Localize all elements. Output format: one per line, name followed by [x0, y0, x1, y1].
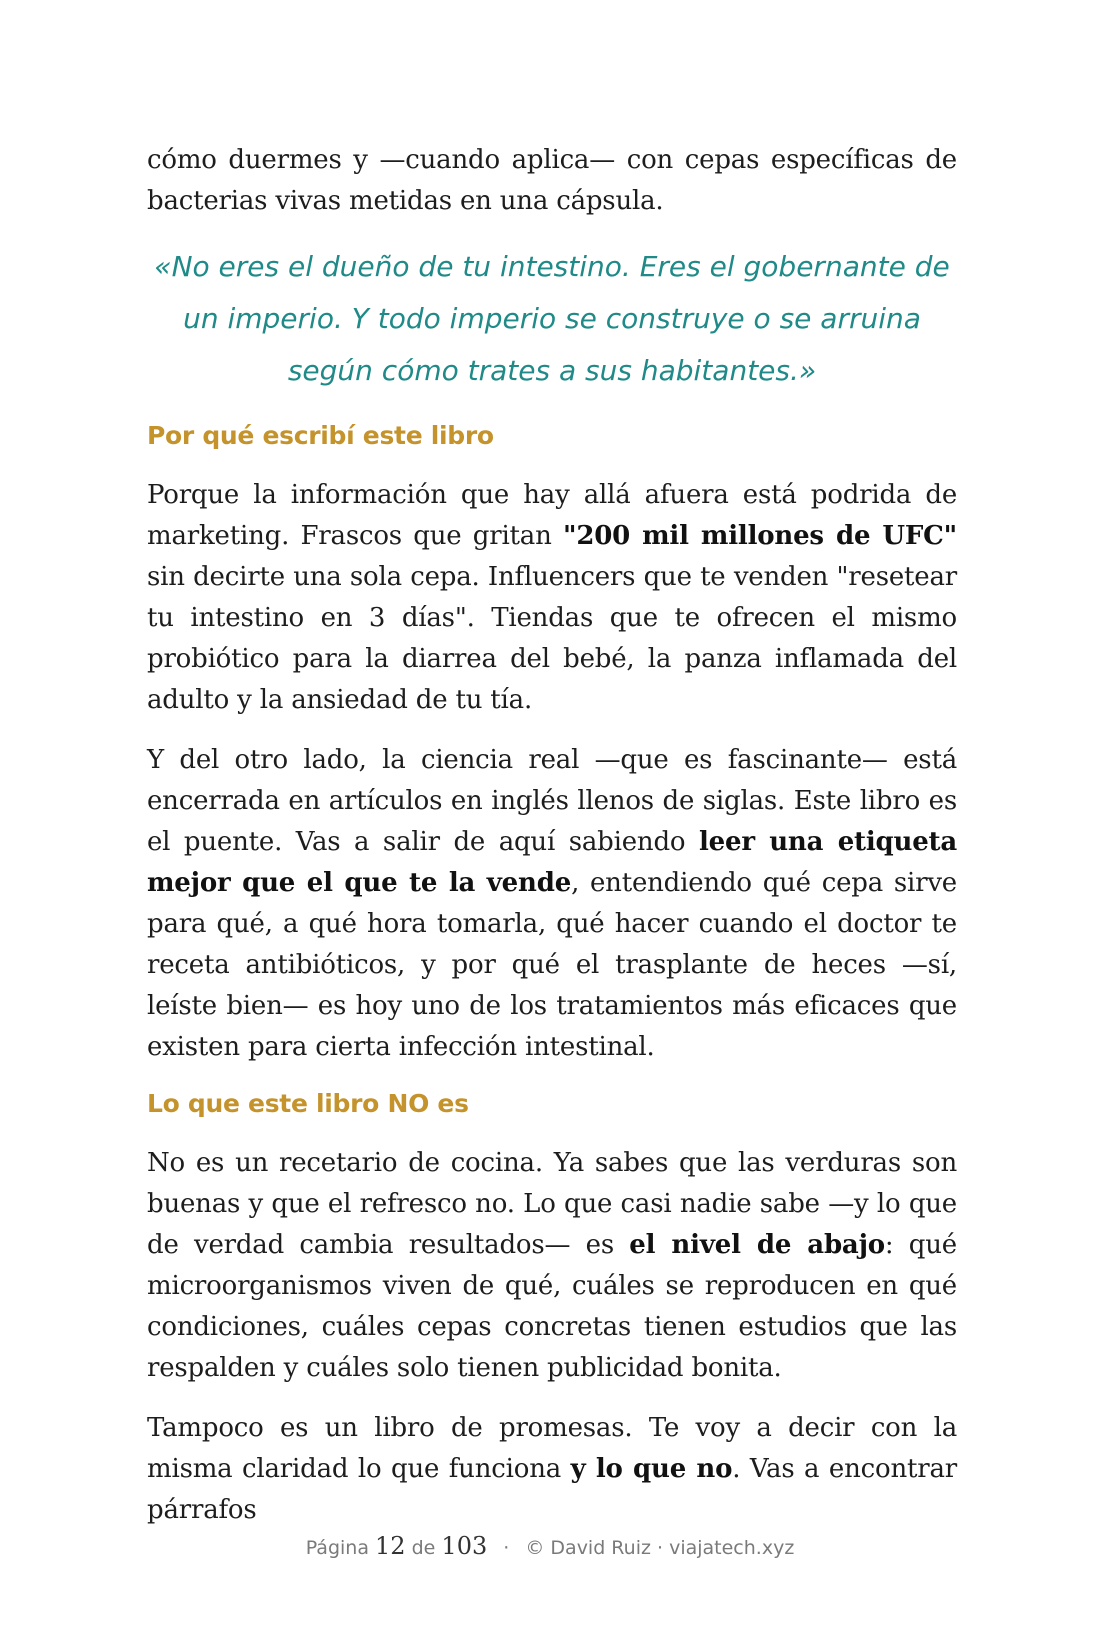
footer-total-pages: 103 — [441, 1532, 488, 1560]
paragraph-not-recipes-bold: el nivel de abajo — [629, 1230, 885, 1260]
paragraph-marketing-text-c: sin decirte una sola cepa. Influencers que te venden "resetear tu intestino en 3 días". Tiendas que te ofrecen el mismo probiótico para la diarrea del bebé, la panza inflamada del adulto y la ansiedad de tu tía. — [147, 562, 957, 715]
footer-page-number: 12 — [375, 1532, 406, 1560]
footer-page-label: Página — [305, 1537, 369, 1559]
paragraph-not-promises-bold: y lo que no — [570, 1454, 733, 1484]
footer-separator: · — [503, 1537, 510, 1559]
paragraph-intro-text: cómo duermes y —cuando aplica— con cepas específicas de bacterias vivas metidas en una cápsula. — [147, 145, 957, 216]
section-heading-not: Lo que este libro NO es — [147, 1089, 469, 1118]
paragraph-science-text-a: Y del otro lado, la ciencia real —que es fascinante— está encerrada en artículos en inglés llenos de siglas. Este libro es el puente. Vas a salir de aquí sabiendo — [147, 745, 957, 857]
paragraph-not-recipes-text-a: No es un recetario de cocina. Ya sabes que las verduras son buenas y que el refresco no. Lo que casi nadie sabe —y lo que de verdad cambia resultados— es — [147, 1148, 957, 1260]
page-content — [147, 140, 957, 1550]
paragraph-not-recipes-text-c: : qué microorganismos viven de qué, cuáles se reproducen en qué condiciones, cuáles cepas concretas tienen estudios que las respalden y cuáles solo tienen publicidad bonita. — [147, 1230, 957, 1383]
paragraph-marketing-text-a: Porque la información que hay allá afuera está podrida de marketing. Frascos que gritan — [147, 480, 957, 551]
paragraph-not-promises — [147, 1408, 957, 1531]
paragraph-science — [147, 740, 957, 1068]
footer-of-label: de — [411, 1537, 436, 1559]
paragraph-science-bold: leer una etiqueta mejor que el que te la vende — [147, 827, 957, 898]
paragraph-science-text-c: , entendiendo qué cepa sirve para qué, a qué hora tomarla, qué hacer cuando el doctor te receta antibióticos, y por qué el trasplante de heces —sí, leíste bien— es hoy uno de los tratamientos más eficaces que existen para cierta infección intestinal. — [147, 868, 957, 1062]
paragraph-not-recipes — [147, 1143, 957, 1389]
paragraph-marketing — [147, 475, 957, 721]
paragraph-marketing-bold: "200 mil millones de UFC" — [562, 521, 957, 551]
page-footer — [0, 1532, 1100, 1560]
paragraph-intro — [147, 140, 957, 222]
section-heading-why: Por qué escribí este libro — [147, 421, 494, 450]
paragraph-not-promises-text-a: Tampoco es un libro de promesas. Te voy a decir con la misma claridad lo que funciona — [147, 1413, 957, 1484]
pull-quote: «No eres el dueño de tu intestino. Eres el gobernante de un imperio. Y todo imperio se construye o se arruina según cómo trates a sus habitantes.» — [154, 250, 950, 387]
paragraph-not-promises-text-c: . Vas a encontrar párrafos — [147, 1454, 958, 1525]
footer-credit: © David Ruiz · viajatech.xyz — [525, 1537, 795, 1559]
